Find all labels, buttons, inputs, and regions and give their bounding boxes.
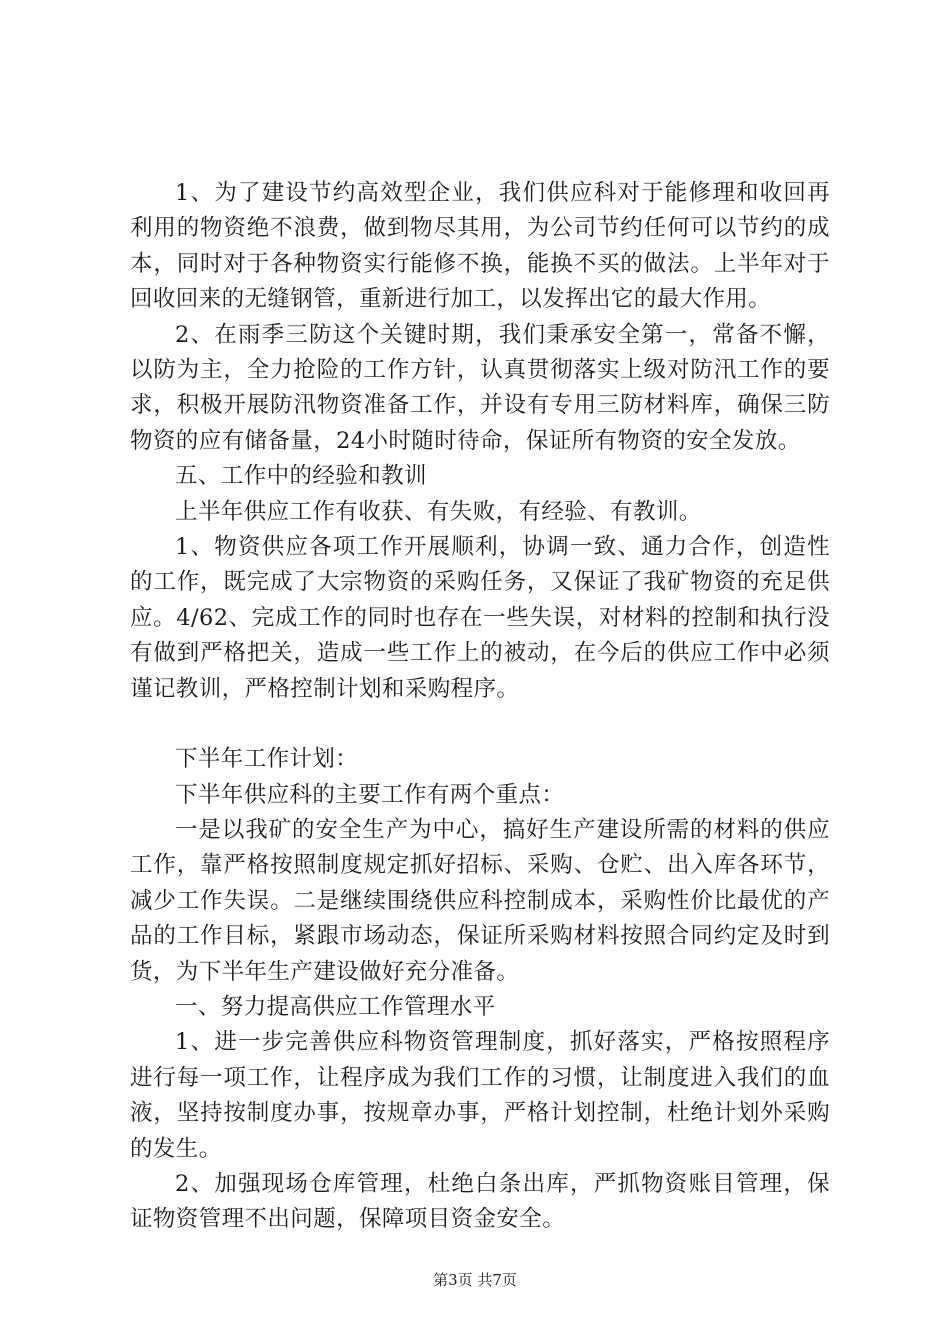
page-footer bbox=[0, 1270, 950, 1290]
section-heading: 五、工作中的经验和教训 bbox=[175, 463, 427, 490]
paragraph: 上半年供应工作有收获、有失败，有经验、有教训。 bbox=[175, 498, 702, 525]
paragraph: 一是以我矿的安全生产为中心，搞好生产建设所需的材料的供应工作，靠严格按照制度规定抓好招标、采购、仓贮、出入库各环节，减少工作失误。二是继续围绕供应科控制成本，采购性价比最优的产品的工作目标，紧跟市场动态，保证所采购材料按照合同约定及时到货，为下半年生产建设做好充分准备。 bbox=[130, 816, 830, 985]
paragraph: 1、进一步完善供应科物资管理制度，抓好落实，严格按照程序进行每一项工作，让程序成为我们工作的习惯，让制度进入我们的血液，坚持按制度办事，按规章办事，严格计划控制，杜绝计划外采购的发生。 bbox=[130, 1029, 830, 1162]
page-number: 第3页 共7页 bbox=[433, 1271, 517, 1289]
section-heading: 下半年工作计划： bbox=[175, 746, 359, 773]
paragraph: 2、加强现场仓库管理，杜绝白条出库，严抓物资账目管理，保证物资管理不出问题，保障项目资金安全。 bbox=[130, 1170, 830, 1233]
paragraph: 1、为了建设节约高效型企业，我们供应科对于能修理和收回再利用的物资绝不浪费，做到物尽其用，为公司节约任何可以节约的成本，同时对于各种物资实行能修不换，能换不买的做法。上半年对于回收回来的无缝钢管，重新进行加工，以发挥出它的最大作用。 bbox=[130, 180, 830, 313]
paragraph: 1、物资供应各项工作开展顺利，协调一致、通力合作，创造性的工作，既完成了大宗物资的采购任务，又保证了我矿物资的充足供应。4/62、完成工作的同时也存在一些失误，对材料的控制和执行没有做到严格把关，造成一些工作上的被动，在今后的供应工作中必须谨记教训，严格控制计划和采购程序。 bbox=[130, 534, 830, 702]
blank-line bbox=[130, 707, 830, 742]
paragraph: 2、在雨季三防这个关键时期，我们秉承安全第一，常备不懈，以防为主，全力抢险的工作方针，认真贯彻落实上级对防汛工作的要求，积极开展防汛物资准备工作，并设有专用三防材料库，确保三防物资的应有储备量，24小时随时待命，保证所有物资的安全发放。 bbox=[130, 321, 830, 454]
document-body bbox=[130, 176, 830, 1238]
section-heading: 一、努力提高供应工作管理水平 bbox=[175, 993, 496, 1020]
paragraph: 下半年供应科的主要工作有两个重点： bbox=[175, 781, 565, 808]
